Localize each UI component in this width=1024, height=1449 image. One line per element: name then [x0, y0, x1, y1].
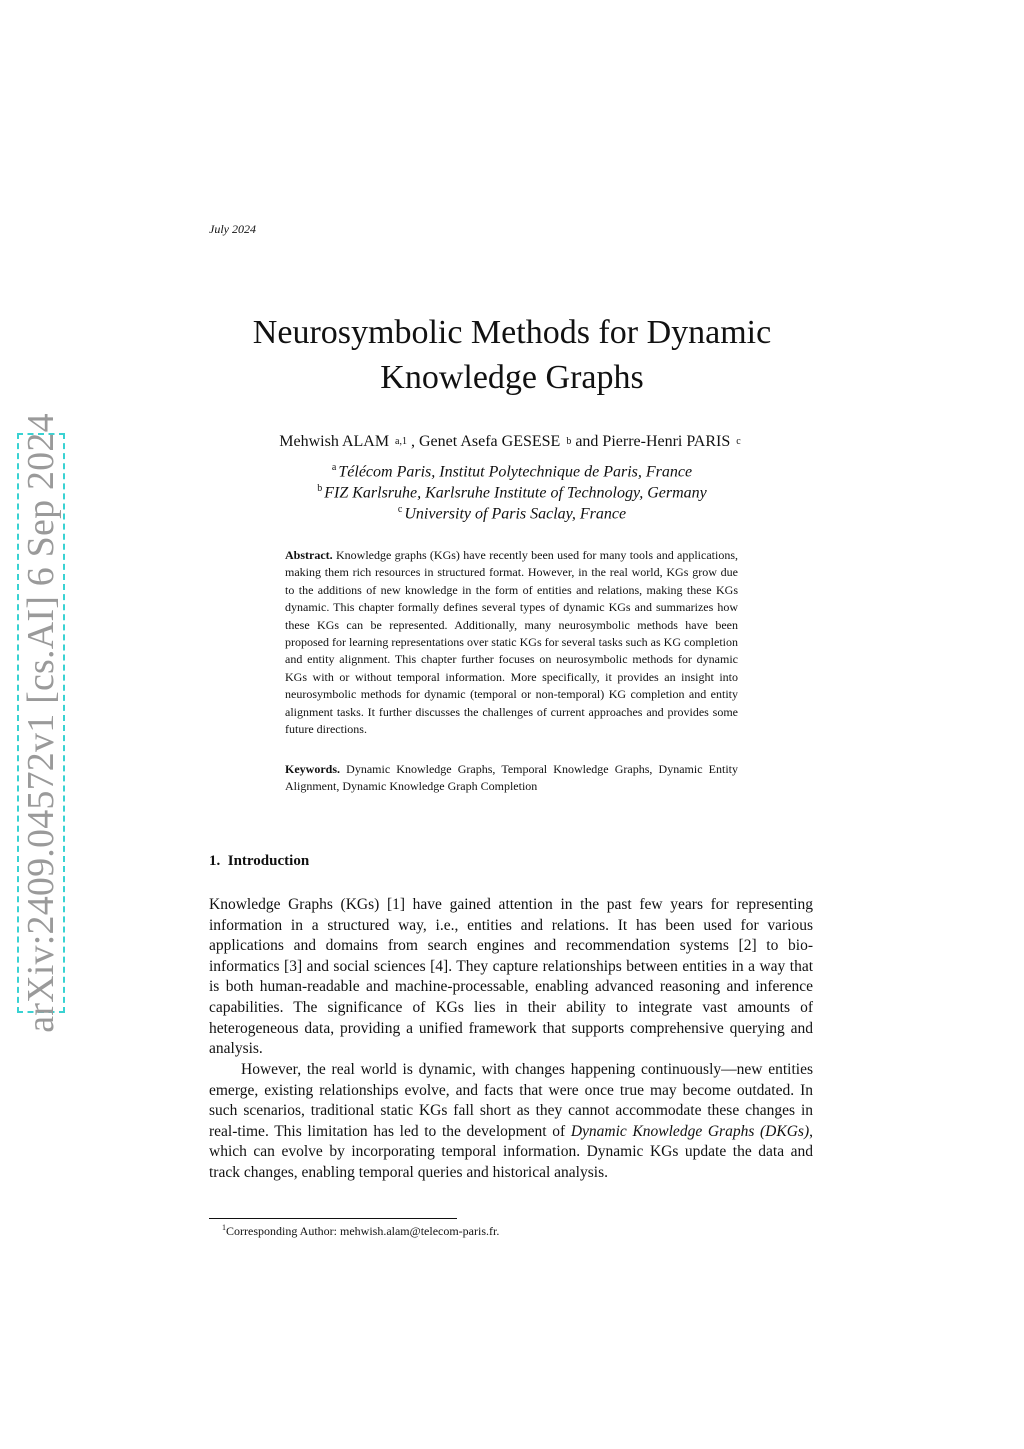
affiliation-b-text: FIZ Karlsruhe, Karlsruhe Institute of Technology, Germany [324, 484, 707, 502]
section-heading [209, 853, 309, 870]
section-number: 1. [209, 853, 221, 869]
intro-p2-part-b: , which can evolve by incorporating temporal information. Dynamic KGs update the data and track changes, enabling temporal queries and historical analysis. [209, 1122, 813, 1181]
arxiv-stamp [17, 413, 65, 1033]
keywords-label: Keywords. [285, 762, 340, 776]
abstract [285, 547, 738, 738]
footnote-rule [209, 1218, 457, 1219]
affiliation-a-sup: a [331, 462, 337, 473]
intro-paragraph-1: Knowledge Graphs (KGs) [1] have gained attention in the past few years for representing information in a structured way, i.e., entities and relations. It has been used for various applications and domains from search engines and recommendation systems [2] to bio-informatics [3] and social sciences [4]. They capture relationships between entities in a way that is both human-readable and machine-processable, enabling advanced reasoning and inference capabilities. The significance of KGs lies in their ability to integrate vast amounts of heterogeneous data, providing a unified framework that supports comprehensive querying and analysis. [209, 896, 813, 1058]
arxiv-id: arXiv:2409.04572v1 [cs.AI] 6 Sep 2024 [20, 413, 62, 1033]
abstract-text: Knowledge graphs (KGs) have recently been used for many tools and applications, making them rich resources in structured format. However, in the real world, KGs grow due to the additions of new knowledge in the form of entities and relations, making these KGs dynamic. This chapter formally defines several types of dynamic KGs and summarizes how these KGs can be represented. Additionally, many neurosymbolic methods have been proposed for learning representations over static KGs for several tasks such as KG completion and entity alignment. This chapter further focuses on neurosymbolic methods for dynamic KGs with or without temporal information. More specifically, it provides an insight into neurosymbolic methods for dynamic (temporal or non-temporal) KG completion and entity alignment tasks. It further discusses the challenges of current approaches and provides some future directions. [285, 548, 738, 737]
affiliation-b-sup: b [317, 483, 323, 494]
author-2-sup: b [566, 436, 572, 447]
abstract-label: Abstract. [285, 548, 333, 562]
affiliation-c [150, 500, 874, 524]
affiliation-c-text: University of Paris Saclay, France [404, 505, 627, 523]
intro-p2-emphasis: Dynamic Knowledge Graphs (DKGs) [570, 1122, 810, 1140]
intro-p2-part-a: However, the real world is dynamic, with changes happening continuously—new entities emerge, existing relationships evolve, and facts that were once true may become outdated. In such scenarios, traditional static KGs fall short as they cannot accommodate these changes in real-time. This limitation has led to the development of [209, 1061, 813, 1140]
title-line-1: Neurosymbolic Methods for Dynamic [252, 314, 772, 351]
footnote-text: Corresponding Author: mehwish.alam@telecom-paris.fr. [226, 1224, 500, 1238]
footnote-mark: 1 [222, 1223, 226, 1232]
keywords [285, 761, 738, 796]
footnote [222, 1223, 499, 1239]
publication-date: July 2024 [209, 222, 256, 236]
author-1-sup: a,1 [395, 436, 407, 447]
affiliation-a-text: Télécom Paris, Institut Polytechnique de Paris, France [338, 463, 693, 481]
author-3: and Pierre-Henri PARIS [575, 433, 731, 450]
intro-paragraph-2 [209, 1060, 813, 1184]
author-list [150, 433, 874, 451]
author-1: Mehwish ALAM [279, 433, 390, 450]
paper-title [150, 310, 874, 400]
affiliation-c-sup: c [397, 504, 403, 515]
title-line-2: Knowledge Graphs [380, 359, 644, 396]
section-title: Introduction [227, 853, 310, 869]
keywords-text: Dynamic Knowledge Graphs, Temporal Knowledge Graphs, Dynamic Entity Alignment, Dynamic Knowledge Graph Completion [285, 762, 739, 794]
author-2: , Genet Asefa GESESE [411, 433, 561, 450]
author-3-sup: c [736, 436, 741, 447]
